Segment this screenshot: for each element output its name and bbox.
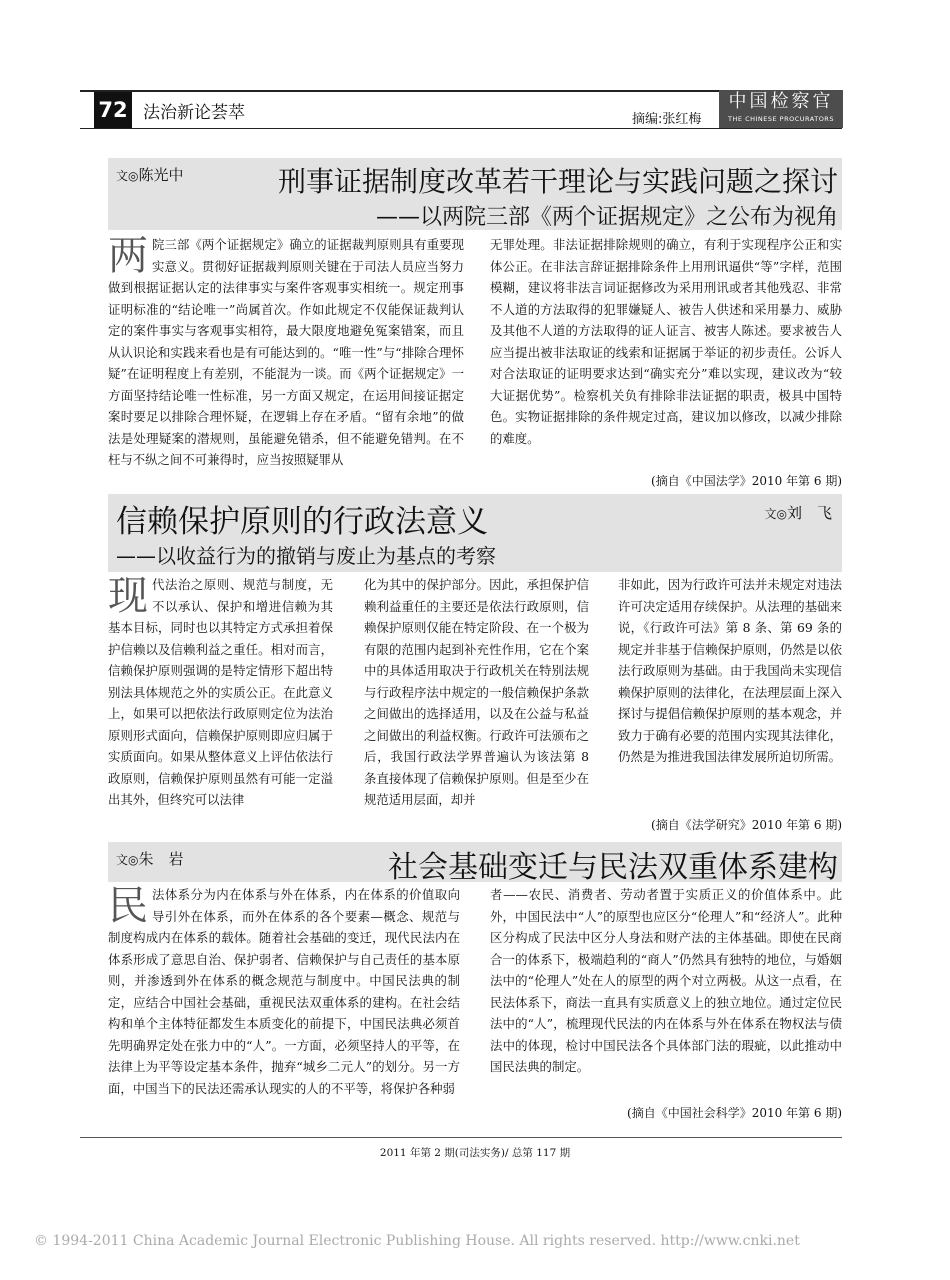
article-2-title-band bbox=[108, 494, 842, 572]
page-number: 72 bbox=[94, 92, 132, 128]
article-2-author: 文◎刘 飞 bbox=[764, 504, 832, 522]
article-2-column-1: 现代法治之原则、规范与制度，无不以承认、保护和增进信赖为其基本目标，同时也以其特定方式承担着保护信赖以及信赖利益之重任。相对而言，信赖保护原则强调的是特定情形下超出特别法具体规范之外的实质公正。在此意义上，如果可以把依法行政原则定位为法治原则形式面向，信赖保护原则即应归属于实质面向。如果从整体意义上评估依法行政原则，信赖保护原则虽然有可能一定溢出其外，但终究可以法律 bbox=[108, 573, 333, 807]
article-1-title: 刑事证据制度改革若干理论与实践问题之探讨 bbox=[277, 165, 838, 198]
drop-cap: 现 bbox=[108, 573, 148, 619]
header-rule-bottom bbox=[80, 128, 842, 129]
article-1-source: (摘自《中国法学》2010 年第 6 期) bbox=[651, 474, 842, 488]
article-2-source: (摘自《法学研究》2010 年第 6 期) bbox=[651, 818, 842, 832]
article-3-column-1: 民法体系分为内在体系与外在体系，内在体系的价值取向导引外在体系，而外在体系的各个要素—概念、规范与制度构成内在体系的载体。随着社会基础的变迁，现代民法内在体系形成了意思自治、保护弱者、信赖保护与自己责任的基本原则，并渗透到外在体系的概念规范与制度中。中国民法典的制定，应结合中国社会基础，重视民法双重体系的建构。在社会结构和单个主体特征都发生本质变化的前提下，中国民法典必须首先明确界定处在张力中的“人”。一方面，必须坚持人的平等，在法律上为平等设定基本条件，抛弃“城乡二元人”的划分。另一方面，中国当下的民法还需承认现实的人的不平等，将保护各种弱 bbox=[108, 883, 460, 1096]
drop-cap: 两 bbox=[108, 233, 148, 279]
footer-rule bbox=[80, 1137, 842, 1138]
article-2-column-2: 化为其中的保护部分。因此，承担保护信赖利益重任的主要还是依法行政原则，信赖保护原则仅能在特定阶段、在一个极为有限的范围内起到补充性作用，它在个案中的具体适用取决于行政机关在特别法规与行政程序法中规定的一般信赖保护条款之间做出的选择适用，以及在公益与私益之间做出的利益权衡。行政许可法颁布之后，我国行政法学界普遍认为该法第 8 条直接体现了信赖保护原则。但是至少在规范适用层面，却并 bbox=[364, 577, 589, 807]
article-2-subtitle: ——以收益行为的撤销与废止为基点的考察 bbox=[116, 544, 496, 568]
article-1-column-1: 两院三部《两个证据规定》确立的证据裁判原则具有重要现实意义。贯彻好证据裁判原则关键在于司法人员应当努力做到根据证据认定的法律事实与案件客观事实相统一。规定刑事证明标准的“结论唯一”尚属首次。作如此规定不仅能保证裁判认定的案件事实与客观事实相符，最大限度地避免冤案错案，而且从认识论和实践来看也是有可能达到的。“唯一性”与“排除合理怀疑”在证明程度上有差别，不能混为一谈。而《两个证据规定》一方面坚持结论唯一性标准，另一方面又规定，在运用间接证据定案时要足以排除合理怀疑，在逻辑上存在矛盾。“留有余地”的做法是处理疑案的潜规则，虽能避免错杀，但不能避免错判。在不枉与不纵之间不可兼得时，应当按照疑罪从 bbox=[108, 233, 464, 467]
logo-text: 中国检察官 bbox=[728, 91, 834, 112]
article-1-column-2: 无罪处理。非法证据排除规则的确立，有利于实现程序公正和实体公正。在非法言辞证据排除条件上用刑讯逼供“等”字样，范围模糊，建议将非法言词证据修改为采用刑讯或者其他残忍、非常不人道的方法取得的犯罪嫌疑人、被告人供述和采用暴力、威胁及其他不人道的方法取得的证人证言、被害人陈述。要求被告人应当提出被非法取证的线索和证据属于举证的初步责任。公诉人对合法取证的证明要求达到“确实充分”难以实现，建议改为“较大证据优势”。检察机关负有排除非法证据的职责，极具中国特色。实物证据排除的条件规定过高，建议加以修改，以减少排除的难度。 bbox=[490, 237, 842, 446]
logo-subtext: THE CHINESE PROCURATORS bbox=[728, 115, 834, 123]
article-1-title-band bbox=[108, 158, 842, 230]
article-3-title-band bbox=[108, 842, 842, 885]
article-3-source: (摘自《中国社会科学》2010 年第 6 期) bbox=[627, 1106, 842, 1120]
article-3-column-2: 者——农民、消费者、劳动者置于实质正义的价值体系中。此外，中国民法中“人”的原型也应区分“伦理人”和“经济人”。此种区分构成了民法中区分人身法和财产法的主体基础。即使在民商合一的体系下，极端趋利的“商人”仍然具有独特的地位，与婚姻法中的“伦理人”处在人的原型的两个对立两极。从这一点看，在民法体系下，商法一直具有实质意义上的独立地位。通过定位民法中的“人”，梳理现代民法的内在体系与外在体系在物权法与债法中的体现，检讨中国民法各个具体部门法的瑕疵，以此推动中国民法典的制定。 bbox=[490, 887, 842, 1074]
article-3-author: 文◎朱 岩 bbox=[116, 850, 184, 868]
article-1-author: 文◎陈光中 bbox=[116, 166, 184, 184]
article-2-title: 信赖保护原则的行政法意义 bbox=[116, 504, 488, 540]
copyright-notice: © 1994-2011 China Academic Journal Electronic Publishing House. All rights reserved. http://www.cnki.net bbox=[34, 1233, 800, 1249]
article-2-column-3: 非如此，因为行政许可法并未规定对违法许可决定适用存续保护。从法理的基础来说，《行政许可法》第 8 条、第 69 条的规定并非基于信赖保护原则，仍然是以依法行政原则为基础。由于我国尚未实现信赖保护原则的法律化，在法理层面上深入探讨与提倡信赖保护原则的基本观念，并致力于确有必要的范围内实现其法律化，仍然是为推进我国法律发展所迫切所需。 bbox=[618, 577, 842, 764]
article-3-title: 社会基础变迁与民法双重体系建构 bbox=[388, 850, 838, 885]
column-name: 法治新论荟萃 bbox=[143, 103, 245, 123]
drop-cap: 民 bbox=[108, 883, 148, 929]
journal-logo bbox=[719, 90, 843, 128]
issue-footer: 2011 年第 2 期(司法实务)/ 总第 117 期 bbox=[379, 1147, 571, 1159]
article-1-subtitle: ——以两院三部《两个证据规定》之公布为视角 bbox=[375, 205, 838, 230]
editor-credit: 摘编:张红梅 bbox=[632, 112, 702, 127]
